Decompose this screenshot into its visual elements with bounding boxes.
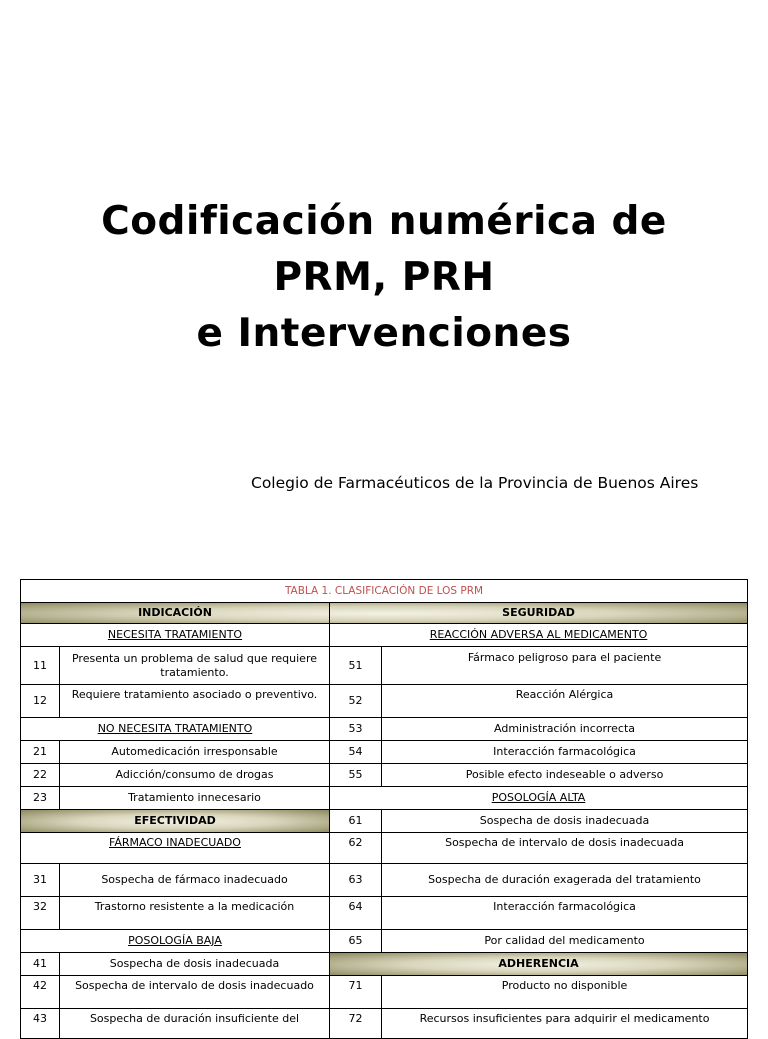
code-cell: 43 — [21, 1009, 60, 1039]
code-cell: 12 — [21, 685, 60, 718]
subheader-posologia-alta: POSOLOGÍA ALTA — [330, 787, 748, 810]
description-cell: Automedicación irresponsable — [60, 741, 330, 764]
description-cell: Reacción Alérgica — [382, 685, 748, 718]
header-indicacion: INDICACIÓN — [21, 603, 330, 624]
code-cell: 53 — [330, 718, 382, 741]
code-cell: 72 — [330, 1009, 382, 1039]
description-cell: Posible efecto indeseable o adverso — [382, 764, 748, 787]
description-cell: Requiere tratamiento asociado o preventivo. — [60, 685, 330, 718]
code-cell: 65 — [330, 930, 382, 953]
description-cell: Administración incorrecta — [382, 718, 748, 741]
code-cell: 21 — [21, 741, 60, 764]
code-cell: 41 — [21, 953, 60, 976]
code-cell: 61 — [330, 810, 382, 833]
description-cell: Adicción/consumo de drogas — [60, 764, 330, 787]
description-cell: Interacción farmacológica — [382, 897, 748, 930]
code-cell: 32 — [21, 897, 60, 930]
code-cell: 63 — [330, 864, 382, 897]
description-cell: Sospecha de duración exagerada del tratamiento — [382, 864, 748, 897]
code-cell: 55 — [330, 764, 382, 787]
code-cell: 22 — [21, 764, 60, 787]
description-cell: Fármaco peligroso para el paciente — [382, 647, 748, 685]
description-cell: Sospecha de duración insuficiente del — [60, 1009, 330, 1039]
code-cell: 31 — [21, 864, 60, 897]
description-cell: Presenta un problema de salud que requiere tratamiento. — [60, 647, 330, 685]
code-cell: 54 — [330, 741, 382, 764]
code-cell: 42 — [21, 976, 60, 1009]
description-cell: Por calidad del medicamento — [382, 930, 748, 953]
description-cell: Sospecha de intervalo de dosis inadecuado — [60, 976, 330, 1009]
description-cell: Sospecha de fármaco inadecuado — [60, 864, 330, 897]
document-title — [0, 194, 768, 362]
subheader-reaccion-adversa: REACCIÓN ADVERSA AL MEDICAMENTO — [330, 624, 748, 647]
description-cell: Producto no disponible — [382, 976, 748, 1009]
description-cell: Recursos insuficientes para adquirir el medicamento — [382, 1009, 748, 1039]
code-cell: 11 — [21, 647, 60, 685]
subheader-farmaco-inadecuado: FÁRMACO INADECUADO — [21, 833, 330, 864]
code-cell: 71 — [330, 976, 382, 1009]
document-subtitle: Colegio de Farmacéuticos de la Provincia de Buenos Aires — [251, 474, 699, 492]
code-cell: 52 — [330, 685, 382, 718]
header-adherencia: ADHERENCIA — [330, 953, 748, 976]
description-cell: Sospecha de dosis inadecuada — [60, 953, 330, 976]
description-cell: Tratamiento innecesario — [60, 787, 330, 810]
header-efectividad: EFECTIVIDAD — [21, 810, 330, 833]
title-line-1: Codificación numérica de — [101, 199, 667, 244]
title-line-2: PRM, PRH — [273, 255, 495, 300]
subheader-posologia-baja: POSOLOGÍA BAJA — [21, 930, 330, 953]
subheader-necesita-tratamiento: NECESITA TRATAMIENTO — [21, 624, 330, 647]
description-cell: Interacción farmacológica — [382, 741, 748, 764]
description-cell: Trastorno resistente a la medicación — [60, 897, 330, 930]
code-cell: 51 — [330, 647, 382, 685]
description-cell: Sospecha de intervalo de dosis inadecuada — [382, 833, 748, 864]
code-cell: 62 — [330, 833, 382, 864]
table-caption: TABLA 1. CLASIFICACIÓN DE LOS PRM — [21, 580, 748, 603]
description-cell: Sospecha de dosis inadecuada — [382, 810, 748, 833]
subheader-no-necesita-tratamiento: NO NECESITA TRATAMIENTO — [21, 718, 330, 741]
code-cell: 64 — [330, 897, 382, 930]
title-line-3: e Intervenciones — [196, 311, 572, 356]
code-cell: 23 — [21, 787, 60, 810]
prm-classification-table — [20, 579, 748, 1039]
header-seguridad: SEGURIDAD — [330, 603, 748, 624]
